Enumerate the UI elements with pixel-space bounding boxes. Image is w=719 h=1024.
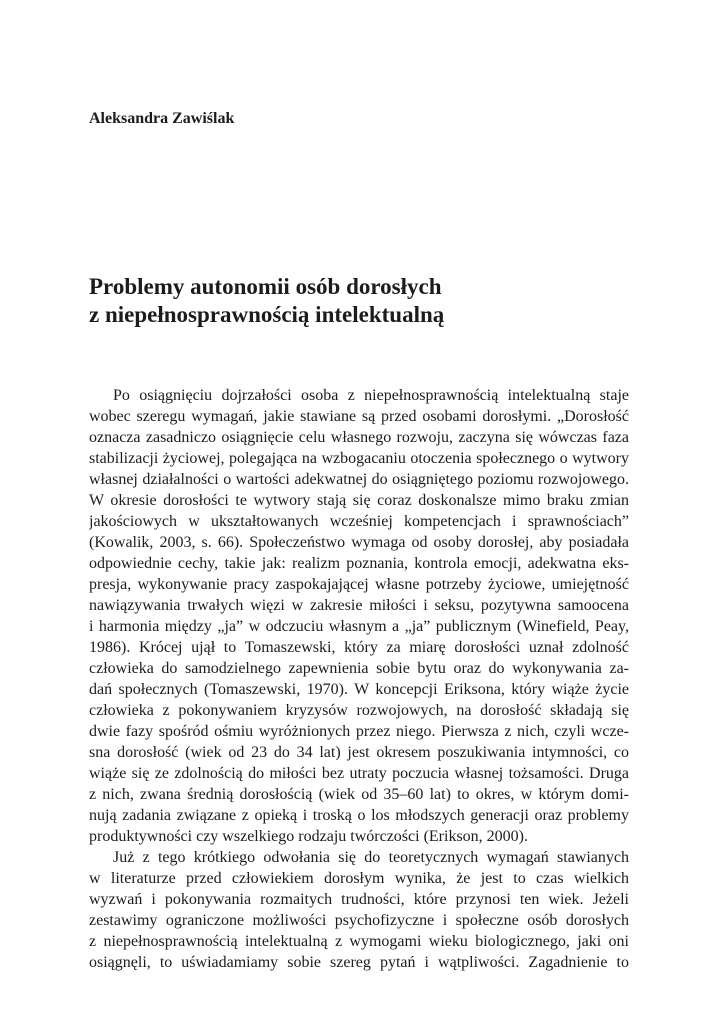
text-line: z niepełnosprawnością intelektualną z wymogami wieku biologicznego, jaki oni xyxy=(89,933,629,950)
text-line: i harmonia między „ja” w odczuciu własnym a „ja” publicznym (Winefield, Peay, xyxy=(89,618,629,635)
title-line: z niepełnosprawnością intelektualną xyxy=(89,302,445,327)
text-line: z nich, zwana średnią dorosłością (wiek od 35–60 lat) to okres, w którym domi- xyxy=(89,786,629,803)
text-line: Już z tego krótkiego odwołania się do teoretycznych wymagań stawianych xyxy=(113,849,629,866)
text-line: dwie fazy spośród ośmiu wyróżnionych przez niego. Pierwsza z nich, czyli wcze- xyxy=(89,723,629,740)
text-line: oznacza zasadniczo osiągnięcie celu własnego rozwoju, zaczyna się wówczas faza xyxy=(89,429,629,446)
text-line: (Kowalik, 2003, s. 66). Społeczeństwo wymaga od osoby dorosłej, aby posiadała xyxy=(89,534,629,551)
text-line: nawiązywania trwałych więzi w zakresie miłości i seksu, pozytywna samoocena xyxy=(89,597,629,614)
author-name: Aleksandra Zawiślak xyxy=(89,110,235,127)
text-line: Po osiągnięciu dojrzałości osoba z niepełnosprawnością intelektualną staje xyxy=(113,387,629,404)
text-line: odpowiednie cechy, takie jak: realizm poznania, kontrola emocji, adekwatna eks- xyxy=(89,555,629,572)
text-line: wyzwań i pokonywania rozmaitych trudności, które przynosi ten wiek. Jeżeli xyxy=(89,891,629,908)
text-line: osiągnęli, to uświadamiamy sobie szereg pytań i wątpliwości. Zagadnienie to xyxy=(89,954,629,971)
text-line: zestawimy ograniczone możliwości psychofizyczne i społeczne osób dorosłych xyxy=(89,912,629,929)
paragraph xyxy=(89,847,629,973)
text-line: produktywności czy wszelkiego rodzaju twórczości (Erikson, 2000). xyxy=(89,828,528,845)
text-line: wobec szeregu wymagań, jakie stawiane są przed osobami dorosłymi. „Dorosłość xyxy=(89,408,629,425)
text-line: W okresie dorosłości te wytwory stają się coraz doskonalsze mimo braku zmian xyxy=(89,492,629,509)
text-line: jakościowych w ukształtowanych wcześniej kompetencjach i sprawnościach” xyxy=(89,513,629,530)
text-line: nują zadania związane z opieką i troską o los młodszych generacji oraz problemy xyxy=(89,807,629,824)
paragraph xyxy=(89,385,629,847)
article-title xyxy=(89,273,649,329)
text-line: stabilizacji życiowej, polegająca na wzbogacaniu otoczenia społecznego o wytwory xyxy=(89,450,629,467)
text-line: presja, wykonywanie pracy zaspokajającej własne potrzeby życiowe, umiejętność xyxy=(89,576,629,593)
text-line: sna dorosłość (wiek od 23 do 34 lat) jest okresem poszukiwania intymności, co xyxy=(89,744,629,761)
text-line: wiąże się ze zdolnością do miłości bez utraty poczucia własnej tożsamości. Druga xyxy=(89,765,629,782)
text-line: własnej działalności o wartości adekwatnej do osiągniętego poziomu rozwojowego. xyxy=(89,471,629,488)
text-line: człowieka do samodzielnego zapewnienia sobie bytu oraz do wykonywania za- xyxy=(89,660,629,677)
text-line: 1986). Krócej ujął to Tomaszewski, który za miarę dorosłości uznał zdolność xyxy=(89,639,629,656)
body-text xyxy=(89,385,629,973)
title-line: Problemy autonomii osób dorosłych xyxy=(89,274,442,299)
text-line: w literaturze przed człowiekiem dorosłym wynika, że jest to czas wielkich xyxy=(89,870,629,887)
text-line: człowieka z pokonywaniem kryzysów rozwojowych, na dorosłość składają się xyxy=(89,702,629,719)
text-line: dań społecznych (Tomaszewski, 1970). W koncepcji Eriksona, który wiąże życie xyxy=(89,681,629,698)
